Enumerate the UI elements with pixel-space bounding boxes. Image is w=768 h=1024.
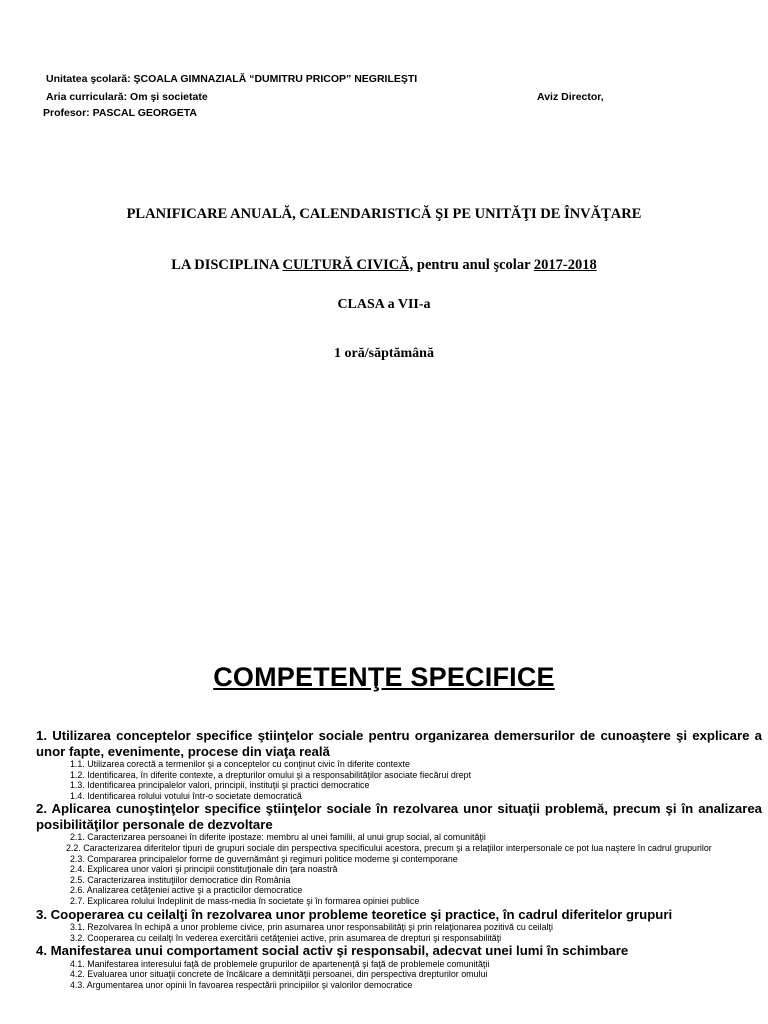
competence-item: 1.1. Utilizarea corectă a termenilor şi a conceptelor cu conţinut civic în diferite contexte (70, 759, 410, 769)
teacher-line: Profesor: PASCAL GEORGETA (43, 107, 198, 119)
competence-group-2 (36, 801, 762, 906)
competence-item: 1.3. Identificarea principalelor valori, principii, instituţii şi practici democratice (70, 780, 370, 791)
discipline-prefix: LA DISCIPLINA (171, 257, 283, 273)
competence-item: 2.4. Explicarea unor valori şi principii constituţionale din ţara noastră (70, 864, 338, 875)
competence-item: 2.3. Compararea principalelor forme de guvernământ şi regimuri politice moderne şi contemporane (70, 853, 458, 864)
hours-line: 1 oră/săptămână (334, 346, 434, 361)
discipline-line (0, 257, 768, 274)
competence-group-4 (36, 943, 762, 990)
competence-item: 3.2. Cooperarea cu ceilalţi în vederea exercitării cetăţeniei active, prin asumarea de drepturi şi responsabilităţi (70, 932, 502, 943)
school-line: Unitatea şcolară: ŞCOALA GIMNAZIALĂ “DUMITRU PRICOP” NEGRILEŞTI (46, 73, 418, 85)
competence-item: 1.2. Identificarea, în diferite contexte, a drepturilor omului şi a responsabilităţilor asociate fiecărui drept (70, 769, 472, 780)
competence-group-title: 4. Manifestarea unui comportament social activ şi responsabil, adecvat unei lumi în schimbare (36, 943, 629, 959)
competence-item: 2.7. Explicarea rolului îndeplinit de mass-media în societate şi în formarea opiniei publice (70, 895, 420, 906)
school-year: 2017-2018 (533, 257, 597, 273)
competence-item: 2.6. Analizarea cetăţeniei active şi a practicilor democratice (70, 885, 303, 896)
competence-group-title: 2. Aplicarea cunoştinţelor specifice ştiinţelor sociale în rezolvarea unor situaţii problemă, precum şi în analizarea posibilităţilor personale de dezvoltare (36, 801, 762, 832)
competence-item: 2.2. Caracterizarea diferitelor tipuri de grupuri sociale din perspectiva specificului acestora, precum şi a relaţiilor interpersonale ce pot lua naştere în cadrul grupurilor (66, 842, 712, 853)
discipline-subject: CULTURĂ CIVICĂ, (282, 257, 414, 273)
competence-item: 4.3. Argumentarea unor opinii în favoarea respectării principiilor şi valorilor democratice (70, 979, 413, 990)
curricular-area-line: Aria curriculară: Om şi societate (46, 91, 208, 103)
competence-group-title: 1. Utilizarea conceptelor specifice ştiinţelor sociale pentru organizarea demersurilor de cunoaştere şi explicare a unor fapte, evenimente, procese din viaţa reală (36, 728, 762, 759)
competences-heading: COMPETENŢE SPECIFICE (213, 662, 555, 692)
competence-item: 4.1. Manifestarea interesului faţă de problemele grupurilor de apartenenţă şi faţă de problemele comunităţii (70, 958, 490, 969)
competence-group-3 (36, 907, 762, 944)
discipline-middle: pentru anul şcolar (413, 257, 534, 273)
competence-item: 3.1. Rezolvarea în echipă a unor probleme civice, prin asumarea unor responsabilităţi şi prin relaţionarea pozitivă cu ceilalţi (70, 922, 553, 933)
competence-item: 1.4. Identificarea rolului votului într-o societate democratică (70, 790, 302, 801)
competence-group-title: 3. Cooperarea cu ceilalţi în rezolvarea unor probleme teoretice şi practice, în cadrul diferitelor grupuri (36, 906, 673, 922)
director-approval: Aviz Director, (537, 91, 604, 103)
class-line: CLASA a VII-a (337, 297, 431, 312)
competences-list (36, 728, 762, 991)
plan-title: PLANIFICARE ANUALĂ, CALENDARISTICĂ ŞI PE UNITĂŢI DE ÎNVĂŢARE (126, 206, 642, 222)
competence-item: 4.2. Evaluarea unor situaţii concrete de încălcare a demnităţii persoanei, din perspectiva drepturilor omului (70, 969, 488, 980)
competence-item: 2.5. Caracterizarea instituţiilor democratice din România (70, 874, 291, 885)
competence-item: 2.1. Caracterizarea persoanei în diferite ipostaze: membru al unei familii, al unui grup social, al comunităţii (70, 832, 486, 843)
competence-group-1 (36, 728, 762, 801)
